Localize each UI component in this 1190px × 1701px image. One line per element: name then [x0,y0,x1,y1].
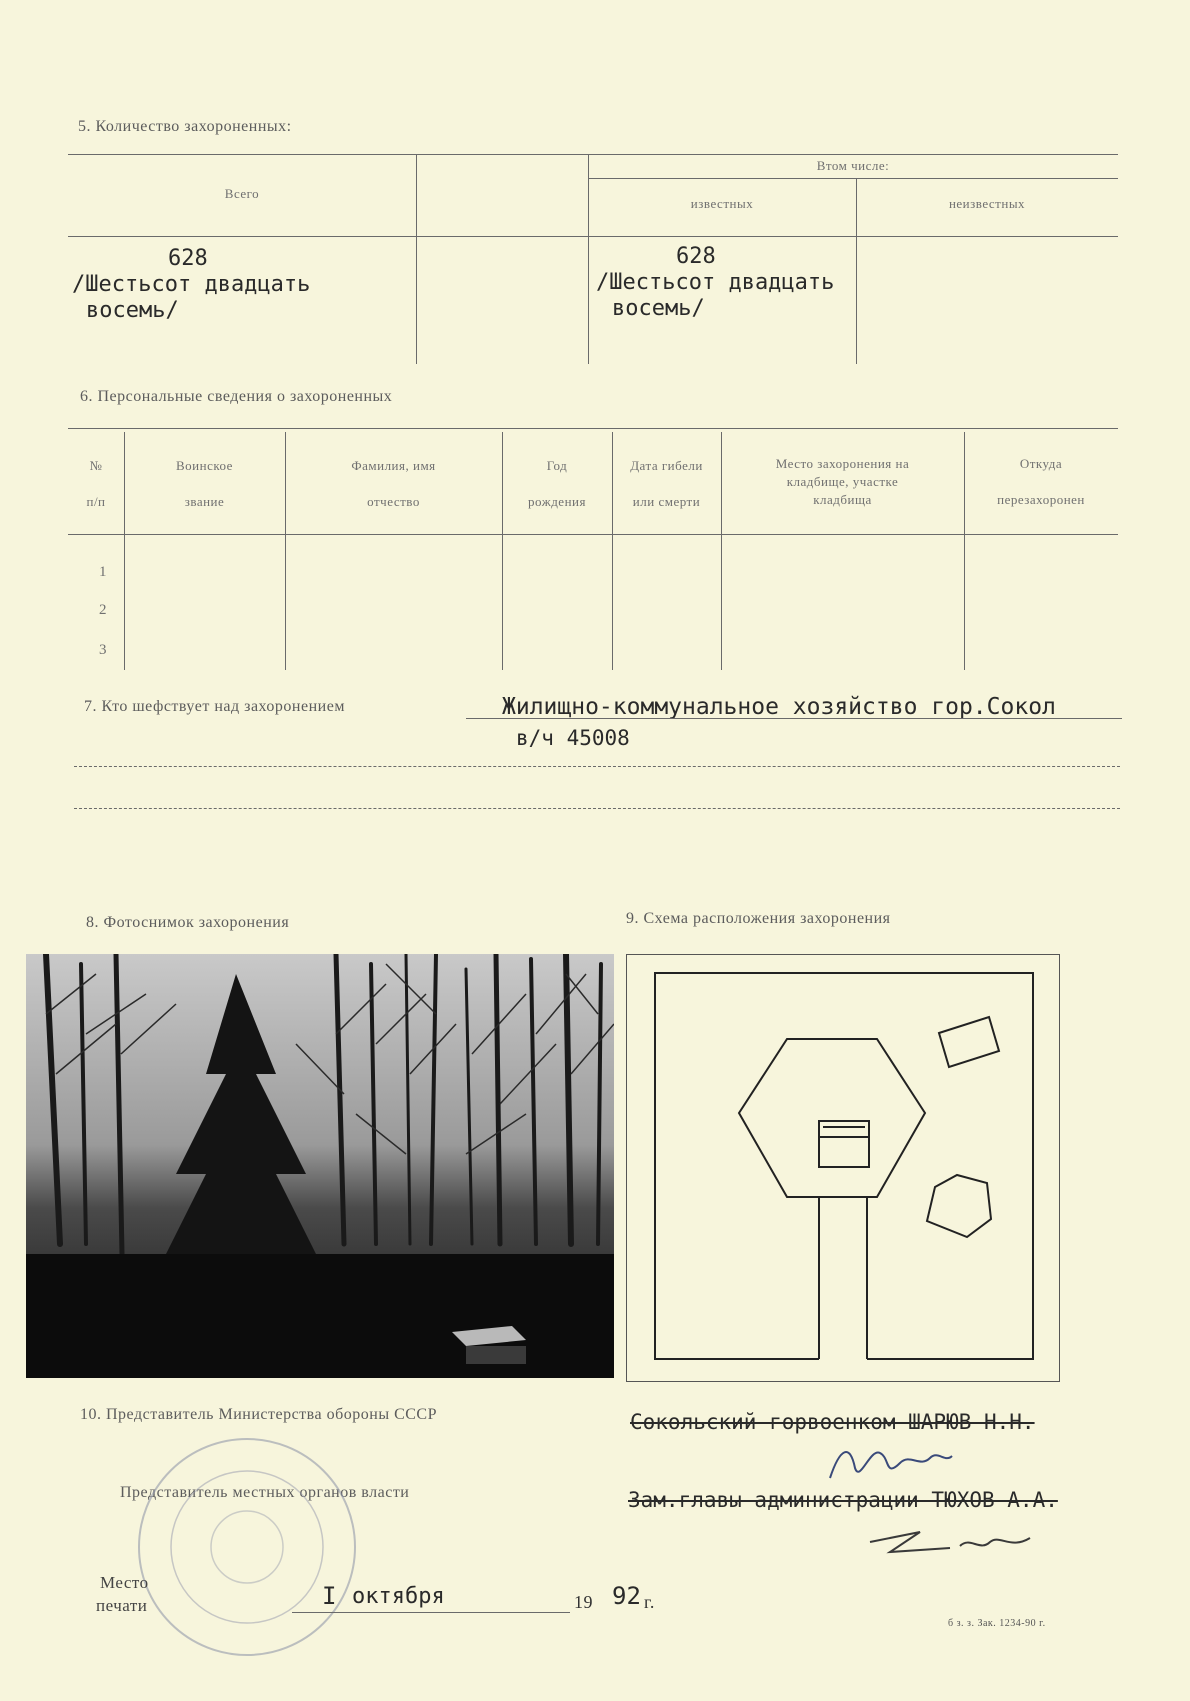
signature-icon [860,1522,1050,1562]
patron-value-2: в/ч 45008 [516,726,630,750]
section10-label: 10. Представитель Министерства обороны СССР [80,1406,437,1423]
col-including-header: Втом числе: [816,158,890,173]
ministry-representative: Сокольский горвоенком ШАРЮВ Н.Н. [630,1410,1035,1434]
print-mark: б з. з. Зак. 1234-90 г. [948,1618,1046,1629]
section9-label: 9. Схема расположения захоронения [626,910,891,927]
seal-label-1: Место [100,1573,149,1592]
known-number: 628 [676,244,716,269]
col-unknown-header: неизвестных [948,196,1026,211]
hdr-death-2: или смерти [632,494,701,509]
round-seal-icon [132,1432,362,1662]
hdr-place-2: кладбище, участке [786,474,899,489]
hdr-place-3: кладбища [813,492,872,507]
burial-photo-image [26,954,614,1378]
hdr-death-1: Дата гибели [630,458,703,473]
signature-icon [820,1438,960,1488]
total-words-1: /Шестьсот двадцать [72,272,311,297]
hdr-from-2: перезахоронен [997,492,1085,507]
hdr-name-2: отчество [367,494,420,509]
table6-header-bottom [68,534,1118,535]
section5-heading: 5. Количество захороненных: [78,118,292,135]
date-year: 92 [612,1582,641,1610]
row-number-3: 3 [99,642,107,658]
col-total-header: Всего [224,186,260,201]
row-number-2: 2 [99,602,107,618]
hdr-rank-1: Воинское [176,458,233,473]
scheme-drawing [627,955,1059,1381]
patron-value-1: Жилищно-коммунальное хозяйство гор.Сокол [502,694,1056,720]
row-number-1: 1 [99,564,107,580]
date-suffix: г. [644,1592,655,1612]
section7-label: 7. Кто шефствует над захоронением [84,698,345,715]
hdr-year-1: Год [546,458,568,473]
hdr-rank-2: звание [184,494,225,509]
known-words-1: /Шестьсот двадцать [596,270,835,295]
total-words-2: восемь/ [86,298,179,323]
date-day: I [322,1582,337,1610]
table5-sub-border [588,178,1118,179]
hdr-num-1: № [89,458,103,473]
date-century: 19 [574,1592,593,1612]
patron-line-3 [74,808,1120,809]
col-known-header: известных [690,196,754,211]
table5-divider [588,154,589,364]
total-number: 628 [168,246,208,271]
local-representative: Зам.главы администрации ТЮХОВ А.А. [628,1488,1058,1512]
local-rep-label: Представитель местных органов власти [120,1484,410,1501]
known-words-2: восемь/ [612,296,705,321]
hdr-from-1: Откуда [1019,456,1063,471]
seal-label-2: печати [96,1596,148,1615]
table6-top-border [68,428,1118,429]
table5-divider [416,154,417,364]
section8-label: 8. Фотоснимок захоронения [86,914,290,931]
table5-header-bottom [68,236,1118,237]
hdr-name-1: Фамилия, имя [351,458,436,473]
scheme-frame [626,954,1060,1382]
burial-photo [26,954,614,1378]
hdr-year-2: рождения [528,494,586,509]
patron-underline [466,718,1122,719]
patron-line-2 [74,766,1120,767]
date-underline [292,1612,570,1613]
hdr-num-2: п/п [86,494,106,509]
hdr-place-1: Место захоронения на [775,456,910,471]
section6-heading: 6. Персональные сведения о захороненных [80,388,393,405]
date-month: октября [352,1584,445,1609]
table5-top-border [68,154,1118,155]
